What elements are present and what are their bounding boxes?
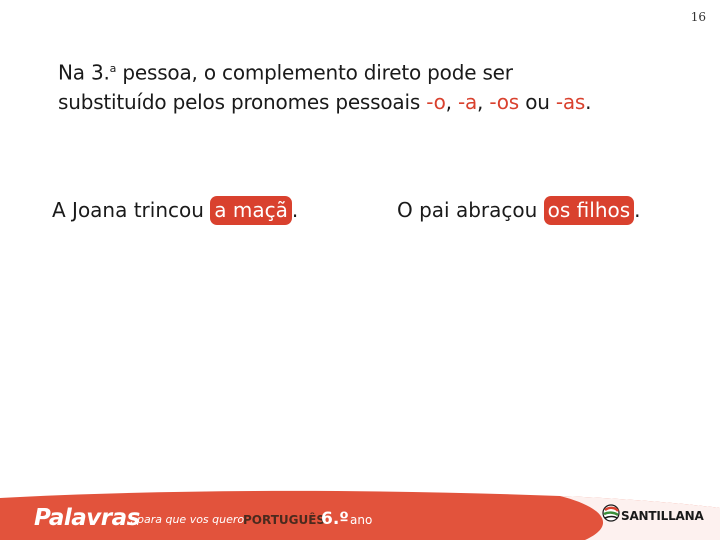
santillana-icon	[602, 504, 620, 528]
pronoun-as: -as	[555, 89, 586, 114]
brand-tagline: , para que vos quero	[130, 513, 245, 526]
grade-word: ano	[350, 513, 373, 527]
pronoun-o: -o	[426, 89, 446, 114]
intro-line1-end: pessoa, o complemento direto pode ser	[116, 60, 513, 85]
example-period: .	[291, 198, 299, 222]
publisher-name: SANTILLANA	[621, 509, 704, 523]
separator: ou	[519, 89, 556, 114]
example-period: .	[634, 198, 641, 222]
example-sentence-2	[397, 196, 641, 225]
subject-label: PORTUGUÊS	[243, 513, 326, 527]
ordinal-indicator: a	[109, 62, 117, 75]
example-text: O pai abraçou	[397, 198, 544, 222]
intro-text	[58, 54, 678, 117]
intro-line2: substituído pelos pronomes pessoais	[58, 89, 427, 114]
grade-number: 6.º	[321, 509, 349, 529]
separator: ,	[477, 89, 490, 114]
example-text: A Joana trincou	[52, 198, 211, 222]
footer-bar	[0, 490, 720, 540]
page-number: 16	[690, 10, 706, 24]
separator: ,	[445, 89, 458, 114]
brand-logo: Palavras	[34, 505, 140, 531]
direct-object-highlight: a maçã	[210, 196, 292, 225]
example-sentence-1	[52, 196, 298, 225]
period: .	[585, 89, 592, 114]
intro-line1-start: Na 3.	[58, 60, 110, 85]
pronoun-a: -a	[457, 89, 478, 114]
direct-object-highlight: os filhos	[544, 196, 635, 225]
pronoun-os: -os	[489, 89, 520, 114]
